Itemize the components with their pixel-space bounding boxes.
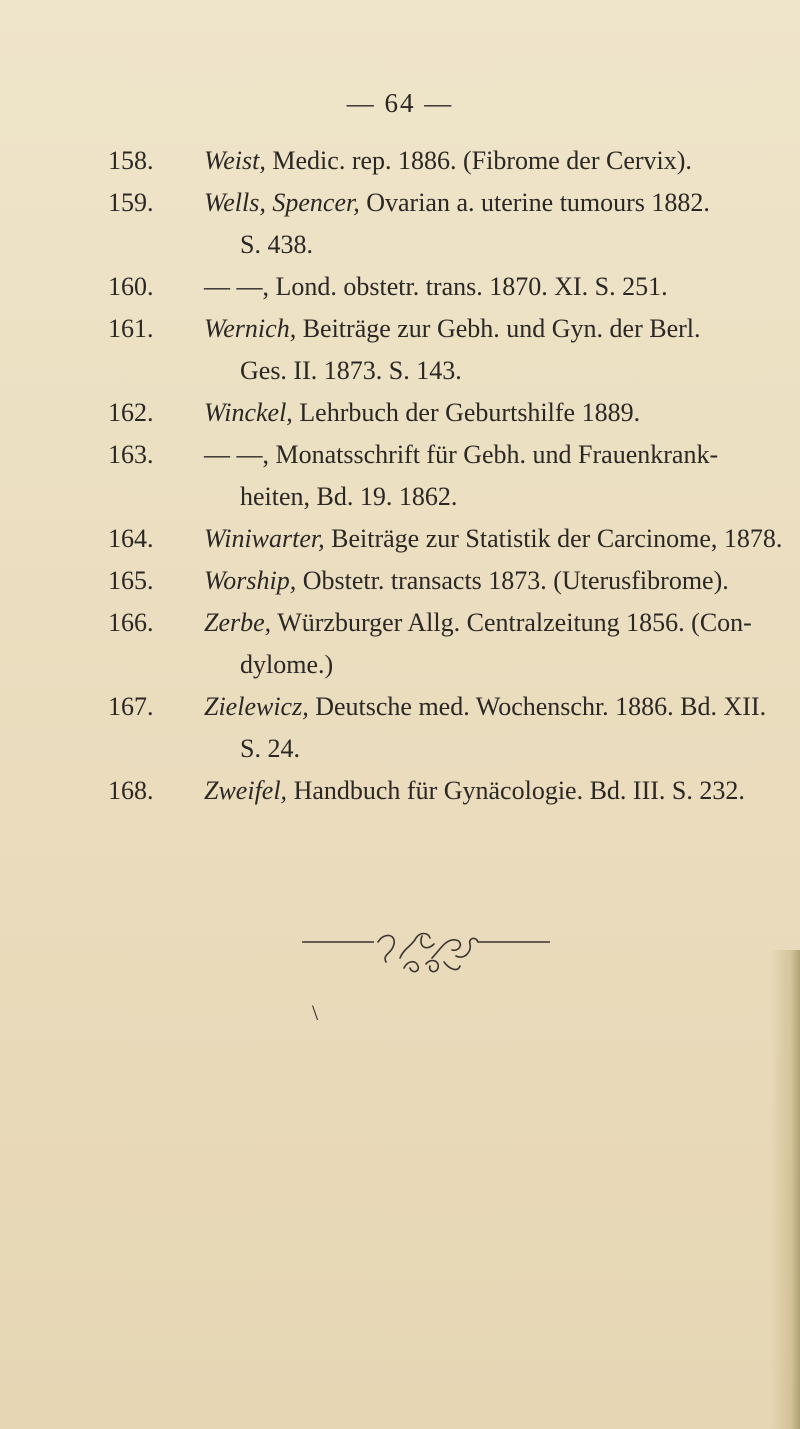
page-edge-shadow <box>770 950 800 1429</box>
reference-line <box>204 182 768 224</box>
reference-entry <box>108 434 768 518</box>
reference-entry <box>108 518 783 560</box>
reference-line <box>204 602 768 644</box>
reference-entry <box>108 686 768 770</box>
reference-continuation: Ges. II. 1873. S. 143. <box>240 356 462 385</box>
reference-number: 158. <box>108 146 154 175</box>
reference-number: 160. <box>108 272 154 301</box>
reference-number: 162. <box>108 398 154 427</box>
reference-line <box>204 560 768 602</box>
reference-number: 167. <box>108 692 154 721</box>
reference-line <box>204 518 783 560</box>
reference-text: Obstetr. transacts 1873. (Uterusfibrome). <box>296 566 729 595</box>
reference-entry <box>108 266 768 308</box>
reference-text: — —, Monatsschrift für Gebh. und Frauenkrank- <box>204 440 719 469</box>
reference-line <box>204 140 768 182</box>
reference-number: 165. <box>108 566 154 595</box>
reference-author: Weist, <box>204 146 266 175</box>
reference-list <box>108 140 783 812</box>
reference-number: 163. <box>108 440 154 469</box>
reference-entry <box>108 140 768 182</box>
reference-entry <box>108 308 768 392</box>
reference-line <box>204 308 768 350</box>
reference-author: Zielewicz, <box>204 692 309 721</box>
reference-number: 164. <box>108 524 154 553</box>
page-number: — 64 — <box>346 88 454 118</box>
reference-entry <box>108 770 768 812</box>
reference-text: — —, Lond. obstetr. trans. 1870. XI. S. 251. <box>204 272 668 301</box>
reference-number: 168. <box>108 776 154 805</box>
reference-entry <box>108 392 768 434</box>
reference-text: Würzburger Allg. Centralzeitung 1856. (Con- <box>271 608 752 637</box>
reference-author: Worship, <box>204 566 297 595</box>
reference-text: Ovarian a. uterine tumours 1882. <box>359 188 710 217</box>
reference-text: Beiträge zur Statistik der Carcinome, 1878. <box>324 524 783 553</box>
reference-number: 166. <box>108 608 154 637</box>
reference-entry <box>108 560 768 602</box>
printer-ornament-icon <box>300 928 552 978</box>
reference-author: Winiwarter, <box>204 524 325 553</box>
reference-author: Zweifel, <box>204 776 288 805</box>
reference-entry <box>108 182 768 266</box>
reference-continuation: dylome.) <box>240 650 334 679</box>
reference-line <box>204 686 768 728</box>
reference-text: Lehrbuch der Geburtshilfe 1889. <box>292 398 641 427</box>
reference-line <box>204 266 768 308</box>
reference-text: Handbuch für Gynäcologie. Bd. III. S. 232. <box>287 776 745 805</box>
reference-continuation: heiten, Bd. 19. 1862. <box>240 482 458 511</box>
reference-author: Wells, Spencer, <box>204 188 360 217</box>
reference-text: Beiträge zur Gebh. und Gyn. der Berl. <box>296 314 701 343</box>
reference-text: Deutsche med. Wochenschr. 1886. Bd. XII. <box>308 692 767 721</box>
reference-continuation: S. 24. <box>240 734 300 763</box>
reference-author: Winckel, <box>204 398 293 427</box>
reference-continuation: S. 438. <box>240 230 313 259</box>
reference-author: Wernich, <box>204 314 297 343</box>
reference-text: Medic. rep. 1886. (Fibrome der Cervix). <box>265 146 692 175</box>
reference-entry <box>108 602 768 686</box>
reference-number: 159. <box>108 188 154 217</box>
stray-mark: \ <box>312 1000 319 1025</box>
reference-number: 161. <box>108 314 154 343</box>
reference-line <box>204 392 768 434</box>
reference-author: Zerbe, <box>204 608 272 637</box>
reference-line <box>204 770 768 812</box>
reference-line <box>204 434 768 476</box>
